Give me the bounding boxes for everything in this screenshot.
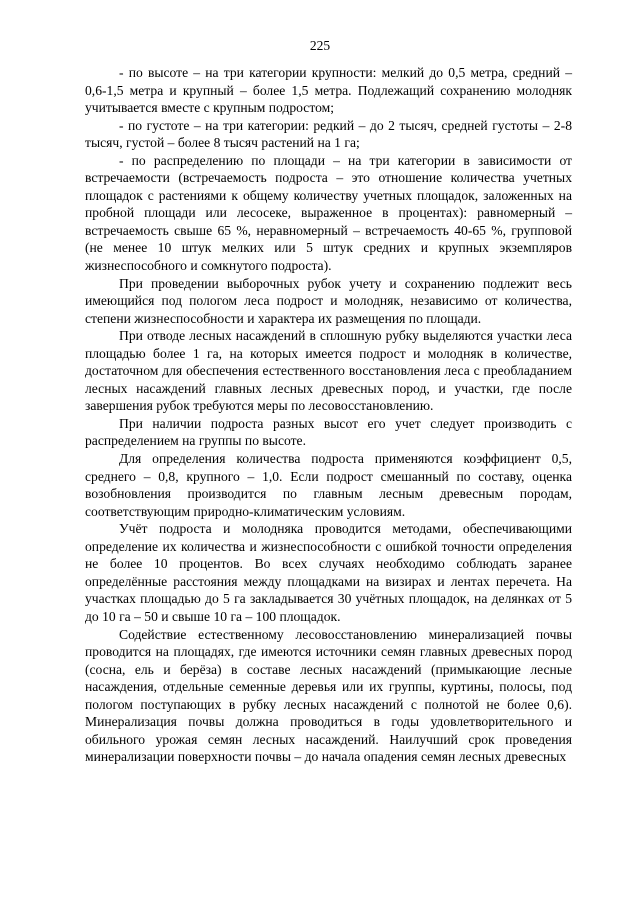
- paragraph-height-categories: - по высоте – на три категории крупности: мелкий до 0,5 метра, средний – 0,6-1,5 метра и крупный – более 1,5 метра. Подлежащий сохранению молодняк учитывается вместе с крупным подростом;: [85, 65, 572, 116]
- paragraph-coefficients: Для определения количества подроста применяются коэффициент 0,5, среднего – 0,8, крупного – 1,0. Если подрост смешанный по составу, оценка возобновления производится по главным лесным древесным породам, соответствующим природно-климатическим условиям.: [85, 451, 572, 519]
- paragraph-height-groups: При наличии подроста разных высот его учет следует производить с распределением на группы по высоте.: [85, 415, 572, 449]
- body-text: [85, 64, 572, 766]
- paragraph-soil-mineralization: Содействие естественному лесовосстановлению минерализацией почвы проводится на площадях, где имеются источники семян главных древесных пород (сосна, ель и берёза) в составе лесных насаждений (примыкающие лесные насаждения, отдельные семенные деревья или их группы, куртины, полосы, под пологом поступающих в рубку лесных насаждений с полнотой не более 0,6). Минерализация почвы должна проводиться в годы удовлетворительного и обильного урожая семян лесных насаждений. Наилучший срок проведения минерализации поверхности почвы – до начала опадения семян лесных древесных: [85, 626, 572, 765]
- paragraph-clear-cutting: При отводе лесных насаждений в сплошную рубку выделяются участки леса площадью более 1 га, на которых имеется подрост и молодняк в количестве, достаточном для обеспечения естественного восстановления леса с преобладанием лесных насаждений главных лесных древесных пород, и участки, где после завершения рубок требуются меры по лесовосстановлению.: [85, 328, 572, 414]
- paragraph-selective-cutting: При проведении выборочных рубок учету и сохранению подлежит весь имеющийся под пологом леса подрост и молодняк, независимо от количества, степени жизнеспособности и характера их размещения по площади.: [85, 275, 572, 326]
- paragraph-density-categories: - по густоте – на три категории: редкий – до 2 тысяч, средней густоты – 2-8 тысяч, густой – более 8 тысяч растений на 1 га;: [85, 117, 572, 151]
- page-number: 225: [309, 38, 331, 53]
- paragraph-distribution-categories: - по распределению по площади – на три категории в зависимости от встречаемости (встречаемость подроста – это отношение количества учетных площадок с растениями к общему количеству учетных площадок, заложенных на пробной площади или лесосеке, выраженное в процентах): равномерный – встречаемость свыше 65 %, неравномерный – встречаемость 40-65 %, групповой (не менее 10 штук мелких или 5 штук средних и крупных экземпляров жизнеспособного и сомкнутого подроста).: [85, 152, 572, 274]
- paragraph-accounting-methods: Учёт подроста и молодняка проводится методами, обеспечивающими определение их количества и жизнеспособности с ошибкой точности определения не более 10 процентов. Во всех случаях необходимо соблюдать заранее определённые расстояния между площадками на визирах и лентах перечета. На участках площадью до 5 га закладывается 30 учётных площадок, на делянках от 5 до 10 га – 50 и свыше 10 га – 100 площадок.: [85, 521, 572, 624]
